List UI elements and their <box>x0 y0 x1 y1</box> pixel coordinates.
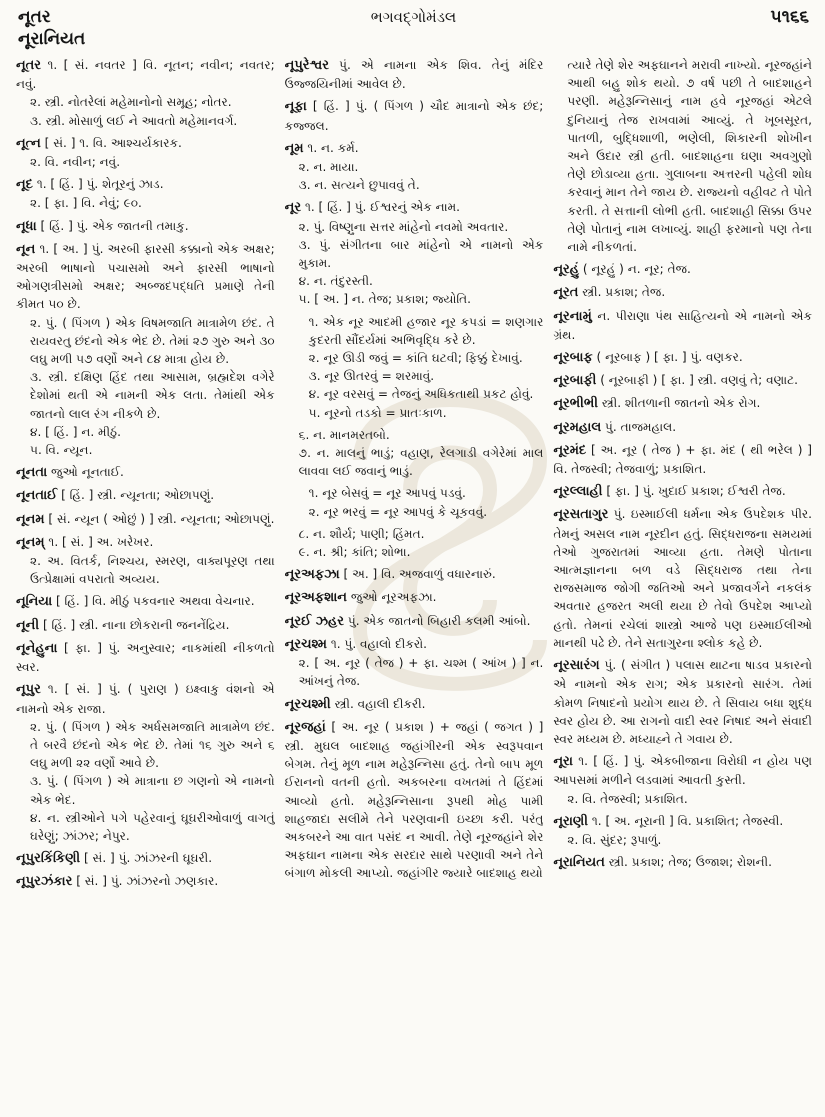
headword: નૂરનામું <box>553 308 592 324</box>
dictionary-entry <box>16 510 275 529</box>
entry-sense <box>553 505 812 652</box>
headword: નૂરસતાગુર <box>553 507 609 523</box>
entry-sense <box>16 533 275 552</box>
entry-sense <box>285 543 544 561</box>
definition-text: ૨. વિ. સુંદર; રૂપાળું. <box>567 832 662 847</box>
entry-sense <box>16 463 275 482</box>
definition-text: ૧. [ સં. ] અ. ખરેખર. <box>48 534 154 549</box>
entry-sense <box>553 283 812 302</box>
definition-text: ૧. [ હિં. ] પું. ઈશ્વરનું એક નામ. <box>304 200 460 215</box>
dictionary-entry <box>16 463 275 482</box>
entry-sense <box>16 849 275 868</box>
definition-text: ૭. ન. માલનું ભાડું; વહાણ, રેલગાડી વગેરેમાં માલ લાવવા લઈ જવાનું ભાડું. <box>298 446 544 479</box>
entry-sense <box>285 176 544 194</box>
dictionary-entry <box>553 418 812 437</box>
headword: નૂફા <box>284 99 307 115</box>
entry-sense <box>285 236 544 272</box>
dictionary-entry <box>285 695 544 714</box>
entry-sense <box>553 812 812 831</box>
dictionary-entry <box>16 616 275 635</box>
definition-text: [ અ. નૂર ( પ્રકાશ ) + જહાં ( જગત ) ] સ્ત્રી. મુઘલ બાદશાહ જહાંગીરની એક સ્વરૂપવાન બેગમ. તેનું મૂળ નામ મહેરૂન્નિસા હતું. તેનો બાપ મૂળ ઈરાનનો વતની હતો. અકબરના વખતમાં તે હિંદમાં આવ્યો હતો. મહેરૂન્નિસાના રૂપથી મોહ પામી શાહજાદા સલીમે તેને પરણવાની ઇચ્છા કરી. પરંતુ અકબરને આ વાત પસંદ ન આવી. તેણે નૂરજહાંને શેર અફઘાન નામના એક સરદાર સાથે પરણાવી અને તેને બંગાળ મોકલી આપ્યો. જહાંગીર જ્યારે બાદશાહ થયો <box>284 719 544 881</box>
entry-sense <box>285 484 544 502</box>
headword: નૂરચશ્મ <box>284 636 327 652</box>
definition-text: [ હિં. ] વિ. મીઠું પકવનાર અથવા વેચનાર. <box>56 594 255 609</box>
definition-text: ૫. [ અ. ] ન. તેજ; પ્રકાશ; જ્યોતિ. <box>298 292 472 307</box>
entry-sense <box>285 404 544 422</box>
headword: નૂરમંદ <box>553 442 587 458</box>
entry-sense <box>16 772 275 808</box>
definition-text: ૨. વિ. તેજસ્વી; પ્રકાશિત. <box>567 791 688 806</box>
column-2 <box>285 56 544 1110</box>
headword: નૂરાણી <box>553 813 588 829</box>
entry-sense <box>285 718 544 883</box>
entry-sense <box>285 56 544 93</box>
headword: નૂત્ન <box>16 135 41 151</box>
entry-sense <box>16 93 275 111</box>
dictionary-entry <box>16 639 275 676</box>
headword: નૂપુરેશ્વર <box>284 58 329 73</box>
definition-text: ૪. [ હિં. ] ન. મીઠું. <box>30 424 121 439</box>
dictionary-entry <box>285 484 544 520</box>
headword: નૂનતા <box>16 465 48 481</box>
definition-text: [ સં. ] પું. ઝાંઝરનો ઝણકાર. <box>76 874 219 889</box>
definition-text: ૧. નૂર બેસવું = નૂર આપવું પડવું. <box>308 486 466 501</box>
entry-sense <box>285 525 544 543</box>
definition-text: ૨. [ ફા. ] વિ. નેવું; ૯૦. <box>30 196 142 211</box>
entry-sense <box>553 752 812 789</box>
definition-text: ૮. ન. શૌર્ય; પાણી; હિંમત. <box>298 526 425 541</box>
entry-sense <box>285 635 544 654</box>
entry-sense <box>285 565 544 584</box>
dictionary-columns <box>16 56 812 1110</box>
guide-word-first: નૂતર <box>18 7 51 27</box>
entry-sense <box>553 418 812 437</box>
definition-text: ૯. ન. શ્રી; કાંતિ; શોભા. <box>298 545 411 560</box>
headword: નૂરલ્લાહી <box>553 484 603 500</box>
headword: નૂતર <box>16 58 42 73</box>
definition-text: ૧. પું. વહાલો દીકરો. <box>330 636 427 651</box>
entry-sense <box>553 790 812 808</box>
column-3 <box>553 56 812 1110</box>
entry-sense <box>553 441 812 478</box>
definition-text: સ્ત્રી. વહાલી દીકરી. <box>334 696 426 711</box>
entry-sense <box>16 314 275 369</box>
headword: નૂરજહાં <box>284 719 326 735</box>
definition-text: ૨. સ્ત્રી. નોતરેલાં મહેમાનોનો સમૂહ; નોતર. <box>30 95 232 110</box>
entry-sense <box>16 423 275 441</box>
definition-text: ૩. પું. ( પિંગળ ) એ માત્રાના છ ગણનો એ નામનો એક ભેદ. <box>30 774 275 807</box>
entry-sense <box>16 112 275 130</box>
headword: નૂરઈ ઝહર <box>284 613 345 629</box>
headword: નૂદ <box>16 177 33 193</box>
definition-text: પું. ( સંગીત ) પલાસ થાટના ષાડવ પ્રકારનો એ નામનો એક રાગ; એક પ્રકારનો સારંગ. તેમાં કોમળ નિષાદનો પ્રયોગ થાય છે. તે સિવાય બધા શુદ્ધ સ્વર હોય છે. આ રાગનો વાદી સ્વર નિષાદ અને સંવાદી સ્વર મધ્યમ છે. મધ્યાહ્ને તે ગવાય છે. <box>553 658 813 746</box>
entry-sense <box>16 718 275 773</box>
dictionary-entry <box>285 612 544 631</box>
headword: નૂરસારંગ <box>553 658 600 674</box>
entry-sense <box>553 260 812 279</box>
definition-text: સ્ત્રી. પ્રકાશ; તેજ. <box>582 285 666 300</box>
dictionary-entry <box>553 56 812 256</box>
entry-sense <box>16 872 275 891</box>
entry-sense <box>285 218 544 236</box>
dictionary-entry <box>285 525 544 561</box>
entry-sense <box>285 612 544 631</box>
dictionary-entry <box>553 283 812 302</box>
dictionary-entry <box>16 592 275 611</box>
headword: નૂરત <box>553 285 579 301</box>
headword: નૂની <box>16 617 40 633</box>
dictionary-entry <box>285 56 544 93</box>
dictionary-entry <box>553 307 812 344</box>
definition-text: ( નૂરહું ) ન. નૂર; તેજ. <box>582 262 691 277</box>
dictionary-entry <box>16 56 275 130</box>
dictionary-entry <box>553 371 812 390</box>
entry-sense <box>285 654 544 690</box>
headword: નૂનમ્ <box>16 534 45 550</box>
entry-sense <box>285 272 544 290</box>
definition-text: ( નૂરબાફી ) [ ફા. ] સ્ત્રી. વણવું તે; વણાટ. <box>600 373 799 388</box>
headword: નૂરઅફઝા <box>284 567 340 583</box>
definition-text: ૧. [ અ. ] પું. અરબી ફારસી કક્કાનો એક અક્ષર; અરબી ભાષાનો પચાસમો અને ફારસી ભાષાનો ઓગણત્રીસમો અક્ષર; અબ્જદપદ્ધતિ પ્રમાણે તેની કીમત ૫૦ છે. <box>16 241 275 312</box>
headword: નૂમ <box>284 140 304 156</box>
headword: નૂન <box>16 241 36 257</box>
dictionary-entry <box>285 198 544 308</box>
headword: નૂનિયા <box>16 594 53 610</box>
dictionary-entry <box>285 139 544 195</box>
headword: નૂરભીભી <box>553 396 598 412</box>
column-1 <box>16 56 275 1110</box>
dictionary-entry <box>16 849 275 868</box>
dictionary-entry <box>285 588 544 607</box>
entry-sense <box>285 503 544 521</box>
dictionary-entry <box>553 812 812 849</box>
guide-word-last: નૂરાનિયત <box>18 29 86 49</box>
entry-sense <box>553 853 812 872</box>
headword: નૂનેહુના <box>16 640 58 656</box>
dictionary-entry <box>285 635 544 691</box>
dictionary-entry <box>553 260 812 279</box>
definition-text: પું. તાજમહાલ. <box>605 419 677 434</box>
entry-sense <box>285 313 544 349</box>
entry-sense <box>285 97 544 134</box>
definition-text: [ સં. ] ૧. વિ. આશ્ચર્યકારક. <box>44 135 182 150</box>
dictionary-entry <box>285 97 544 134</box>
definition-text: ૨. પું. વિષ્ણુના સત્તર માંહેનો નવમો અવતાર. <box>298 219 509 234</box>
headword: નૂરહું <box>553 262 579 278</box>
definition-text: ૬. ન. માનમરતબો. <box>298 427 390 442</box>
entry-sense <box>285 695 544 714</box>
entry-sense <box>16 441 275 459</box>
definition-text: [ સં. ] પું. ઝાંઝરની ઘૂઘરી. <box>84 851 213 866</box>
definition-text: ૩. સ્ત્રી. દક્ષિણ હિંદ તથા આસામ, બ્રહ્મદેશ વગેરે દેશોમાં થતી એ નામની એક લતા. તેમાંથી એક જાતનો લાલ રંગ નીકળે છે. <box>30 370 275 421</box>
headword: નૂધા <box>16 218 37 234</box>
headword: નૂનમ <box>16 511 45 527</box>
headword: નૂરા <box>553 754 573 770</box>
headword: નૂરઅફશાન <box>284 590 347 606</box>
definition-text: ૧. એક નૂર આદમી હજાર નૂર કપડાં = શણગાર કુદરતી સૌંદર્યમાં અભિવૃદ્ધિ કરે છે. <box>308 314 544 347</box>
entry-sense <box>285 290 544 308</box>
page-header <box>18 6 809 36</box>
entry-sense <box>16 217 275 236</box>
entry-sense <box>285 588 544 607</box>
definition-text: ૧. [ અ. નૂરાની ] વિ. પ્રકાશિત; તેજસ્વી. <box>591 813 784 828</box>
definition-text: ૧. [ સં. ] પું. ( પુરાણ ) ઇક્ષ્વાકુ વંશનો એ નામનો એક રાજા. <box>16 682 275 716</box>
definition-text: ૩. ન. સત્યને છુપાવવું તે. <box>298 178 420 193</box>
dictionary-entry <box>553 348 812 367</box>
entry-sense <box>16 240 275 314</box>
definition-text: ૫. નૂરનો તડકો = પ્રાતઃકાળ. <box>308 405 447 420</box>
entry-sense <box>16 592 275 611</box>
dictionary-entry <box>553 441 812 478</box>
definition-text: ૨. પું. ( પિંગળ ) એક અર્ધસમજાતિ માત્રામેળ છંદ. તે બરવૈ છંદનો એક ભેદ છે. તેમાં ૧૬ ગુરુ અને ૬ લઘુ મળી ૨૨ વર્ણો આવે છે. <box>30 719 275 771</box>
definition-text: પું. ઇસ્માઈલી ધર્મના એક ઉપદેશક પીર. તેમનું અસલ નામ નૂરદીન હતું. સિદ્ધરાજના સમયમાં તેઓ ગુજરાતમાં આવ્યા હતા. તેમણે પોતાના આત્મજ્ઞાનના બળ વડે સિદ્ધરાજ તથા તેના રાજસમાજ જોગી જતિઓ અને પ્રજાવર્ગને નકલંક અવતાર હજરત અલી થયા છે તેવો ઉપદેશ આપ્યો હતો. તેમનાં રચેલાં શાસ્ત્રો આજે પણ ઇસ્માઈલીઓ માનથી પઢે છે. તેને સતાગુરના શ્લોક કહે છે. <box>553 507 813 650</box>
dictionary-entry <box>553 853 812 872</box>
entry-sense <box>553 656 812 748</box>
dictionary-entry <box>16 486 275 505</box>
entry-sense <box>16 175 275 194</box>
definition-text: ૩. પું. સંગીતના બાર માંહેનો એ નામનો એક મુકામ. <box>298 237 544 271</box>
headword: નૂરાનિયત <box>553 855 605 871</box>
definition-text: [ હિં. ] સ્ત્રી. નાના છોકરાની જનનેંદ્રિય. <box>42 617 230 632</box>
entry-sense <box>16 134 275 153</box>
definition-text: ૧. ન. કર્મ. <box>307 140 359 155</box>
definition-text: ૨. [ અ. નૂર ( તેજ ) + ફા. ચશ્મ ( આંખ ) ] ન. આંખનું તેજ. <box>298 656 544 689</box>
headword: નૂપુરકિંકિણી <box>16 851 81 867</box>
definition-text: ૧. [ હિં. ] પું. એકબીજાના વિરોધી ન હોય પણ આપસમાં મળીને લડવામાં આવતી કુસ્તી. <box>553 754 812 788</box>
definition-text: ૧. [ હિં. ] પું. શેતૂરનું ઝાડ. <box>36 177 164 192</box>
definition-text: ૨. પું. ( પિંગળ ) એક વિષમજાતિ માત્રામેળ છંદ. તે રાયવરતુ છંદનો એક ભેદ છે. તેમાં ૨૭ ગુરુ અને ૩૦ લઘુ મળી ૫૭ વર્ણો અને ૮૪ માત્રા હોય છે. <box>30 315 275 367</box>
definition-text: સ્ત્રી. શીતળાની જાતનો એક રોગ. <box>601 396 761 411</box>
entry-sense <box>553 371 812 390</box>
definition-text: ૪. ન. સ્ત્રીઓને પગે પહેરવાનું ઘૂઘરીઓવાળું વાગતું ઘરેણું; ઝાંઝર; નેપુર. <box>30 810 275 843</box>
definition-text: ૨. ન. માયા. <box>298 160 359 175</box>
entry-sense <box>16 368 275 423</box>
entry-sense <box>285 444 544 480</box>
entry-sense <box>16 56 275 93</box>
definition-text: પું. એ નામના એક શિવ. તેનું મંદિર ઉજ્જયિનીમાં આવેલ છે. <box>284 58 544 92</box>
definition-text: ૨. વિ. નવીન; નવું. <box>30 155 121 170</box>
entry-sense <box>285 158 544 176</box>
definition-text: [ અ. ] વિ. અજવાળું વધારનારું. <box>343 567 496 582</box>
entry-sense <box>553 348 812 367</box>
entry-sense <box>16 639 275 676</box>
dictionary-entry <box>16 175 275 212</box>
dictionary-entry <box>285 313 544 422</box>
definition-text: ત્યારે તેણે શેર અફઘાનને મરાવી નાખ્યો. નૂરજહાંને આથી બહુ શોક થયો. ૭ વર્ષ પછી તે બાદશાહને પરણી. મહેરૂન્નિસાનું નામ હવે નૂરજહાં એટલે દુનિયાનું તેજ રાખવામાં આવ્યું. તે ખૂબસૂરત, પાતળી, બુદ્ધિશાળી, ભણેલી, શિકારની શોખીન અને ઉદાર સ્ત્રી હતી. બાદશાહના ઘણા અવગુણો તેણે છોડાવ્યા હતા. ગુલાબના અત્તરની પહેલી શોધ કરવાનું માન તેને જાય છે. રાજ્યનો વહીવટ તે પોતે કરતી. તે સત્તાની લોભી હતી. બાદશાહી સિક્કા ઉપર તેણે પોતાનું નામ લખાવ્યું. શાહી ફરમાનો પણ તેના નામે નીકળતાં. <box>567 58 813 255</box>
entry-sense <box>553 831 812 849</box>
definition-text: ૨. નૂર ભરવું = નૂર આપવું કે ચૂકવવું. <box>308 504 488 519</box>
dictionary-entry <box>16 134 275 171</box>
page-number: ૫૧૬૬ <box>770 7 809 27</box>
definition-text: ૪. નૂર વરસવું = તેજનું અધિકતાથી પ્રકટ હોવું. <box>308 387 534 402</box>
entry-sense <box>553 56 812 256</box>
definition-text: સ્ત્રી. પ્રકાશ; તેજ; ઉજાશ; રોશની. <box>608 855 772 870</box>
dictionary-entry <box>553 752 812 808</box>
definition-text: ૧. [ સં. નવતર ] વિ. નૂતન; નવીન; નવતર; નવું. <box>16 58 275 92</box>
headword: નૂરબાફ <box>553 350 593 366</box>
entry-sense <box>16 809 275 845</box>
definition-text: [ અ. નૂર ( તેજ ) + ફા. મંદ ( થી ભરેલ ) ] વિ. તેજસ્વી; તેજવાળું; પ્રકાશિત. <box>553 442 813 477</box>
definition-text: [ સં. ન્યૂન ( ઓછું ) ] સ્ત્રી. ન્યૂનતા; ઓછાપણું. <box>48 511 275 526</box>
dictionary-entry <box>16 217 275 236</box>
dictionary-entry <box>285 718 544 883</box>
entry-sense <box>285 385 544 403</box>
definition-text: ૩. સ્ત્રી. મોસાળું લઈ ને આવતો મહેમાનવર્ગ. <box>30 113 238 128</box>
running-title: ભગવદ્ગોમંડલ <box>370 8 457 26</box>
definition-text: ન. પીરાણા પંથ સાહિત્યનો એ નામનો એક ગ્રંથ. <box>553 308 812 342</box>
dictionary-entry <box>553 656 812 748</box>
entry-sense <box>16 616 275 635</box>
headword: નૂપુરઝંકાર <box>16 874 73 890</box>
entry-sense <box>16 510 275 529</box>
entry-sense <box>16 680 275 717</box>
entry-sense <box>553 307 812 344</box>
definition-text: જુઓ નૂનતાઈ. <box>51 465 124 480</box>
dictionary-entry <box>553 482 812 501</box>
definition-text: ( નૂરબાફ ) [ ફા. ] પું. વણકર. <box>596 350 743 365</box>
entry-sense <box>16 194 275 212</box>
definition-text: [ ફા. ] પું. અનુસ્વાર; નાકમાંથી નીકળતો સ્વર. <box>16 640 275 675</box>
entry-sense <box>16 153 275 171</box>
headword: નૂર <box>284 200 302 216</box>
dictionary-entry <box>16 533 275 589</box>
entry-sense <box>16 552 275 588</box>
dictionary-entry <box>16 680 275 845</box>
definition-text: [ હિં. ] પું. ( પિંગળ ) ચૌદ માત્રાનો એક છંદ; કજ્જલ. <box>284 99 544 133</box>
definition-text: ૩. નૂર ઊતરવું = શરમાવું. <box>308 369 435 384</box>
definition-text: ૫. વિ. ન્યૂન. <box>30 443 93 458</box>
definition-text: ૨. નૂર ઊડી જવું = કાંતિ ઘટવી; ફિક્કું દેખાવું. <box>308 351 523 366</box>
definition-text: જુઓ નૂરઅફઝા. <box>350 590 437 605</box>
entry-sense <box>285 367 544 385</box>
dictionary-entry <box>553 505 812 652</box>
dictionary-entry <box>285 426 544 481</box>
headword: નૂરચશ્મી <box>284 696 331 712</box>
headword: નૂનતાઈ <box>16 488 58 504</box>
entry-sense <box>285 139 544 158</box>
definition-text: ૨. અ. વિતર્ક, નિશ્ચય, સ્મરણ, વાક્યપૂરણ તથા ઉત્પ્રેક્ષામાં વપરાતો અવ્યય. <box>30 554 275 587</box>
dictionary-entry <box>16 240 275 459</box>
definition-text: [ હિં. ] સ્ત્રી. ન્યૂનતા; ઓછાપણું. <box>61 488 215 503</box>
entry-sense <box>285 198 544 217</box>
entry-sense <box>16 486 275 505</box>
entry-sense <box>285 349 544 367</box>
headword: નૂપુર <box>16 682 41 698</box>
definition-text: ૪. ન. તંદુરસ્તી. <box>298 274 373 289</box>
headword: નૂરબાફી <box>553 373 597 389</box>
dictionary-entry <box>16 872 275 891</box>
definition-text: [ હિં. ] પું. એક જાતની તમાકુ. <box>40 218 189 233</box>
dictionary-entry <box>553 394 812 413</box>
entry-sense <box>553 482 812 501</box>
definition-text: પું. એક જાતનો બિહારી કલમી આંબો. <box>347 613 531 628</box>
entry-sense <box>553 394 812 413</box>
dictionary-entry <box>285 565 544 584</box>
definition-text: [ ફા. ] પું. ખુદાઈ પ્રકાશ; ઈશ્વરી તેજ. <box>606 484 786 499</box>
headword: નૂરમહાલ <box>553 419 602 435</box>
entry-sense <box>285 426 544 444</box>
